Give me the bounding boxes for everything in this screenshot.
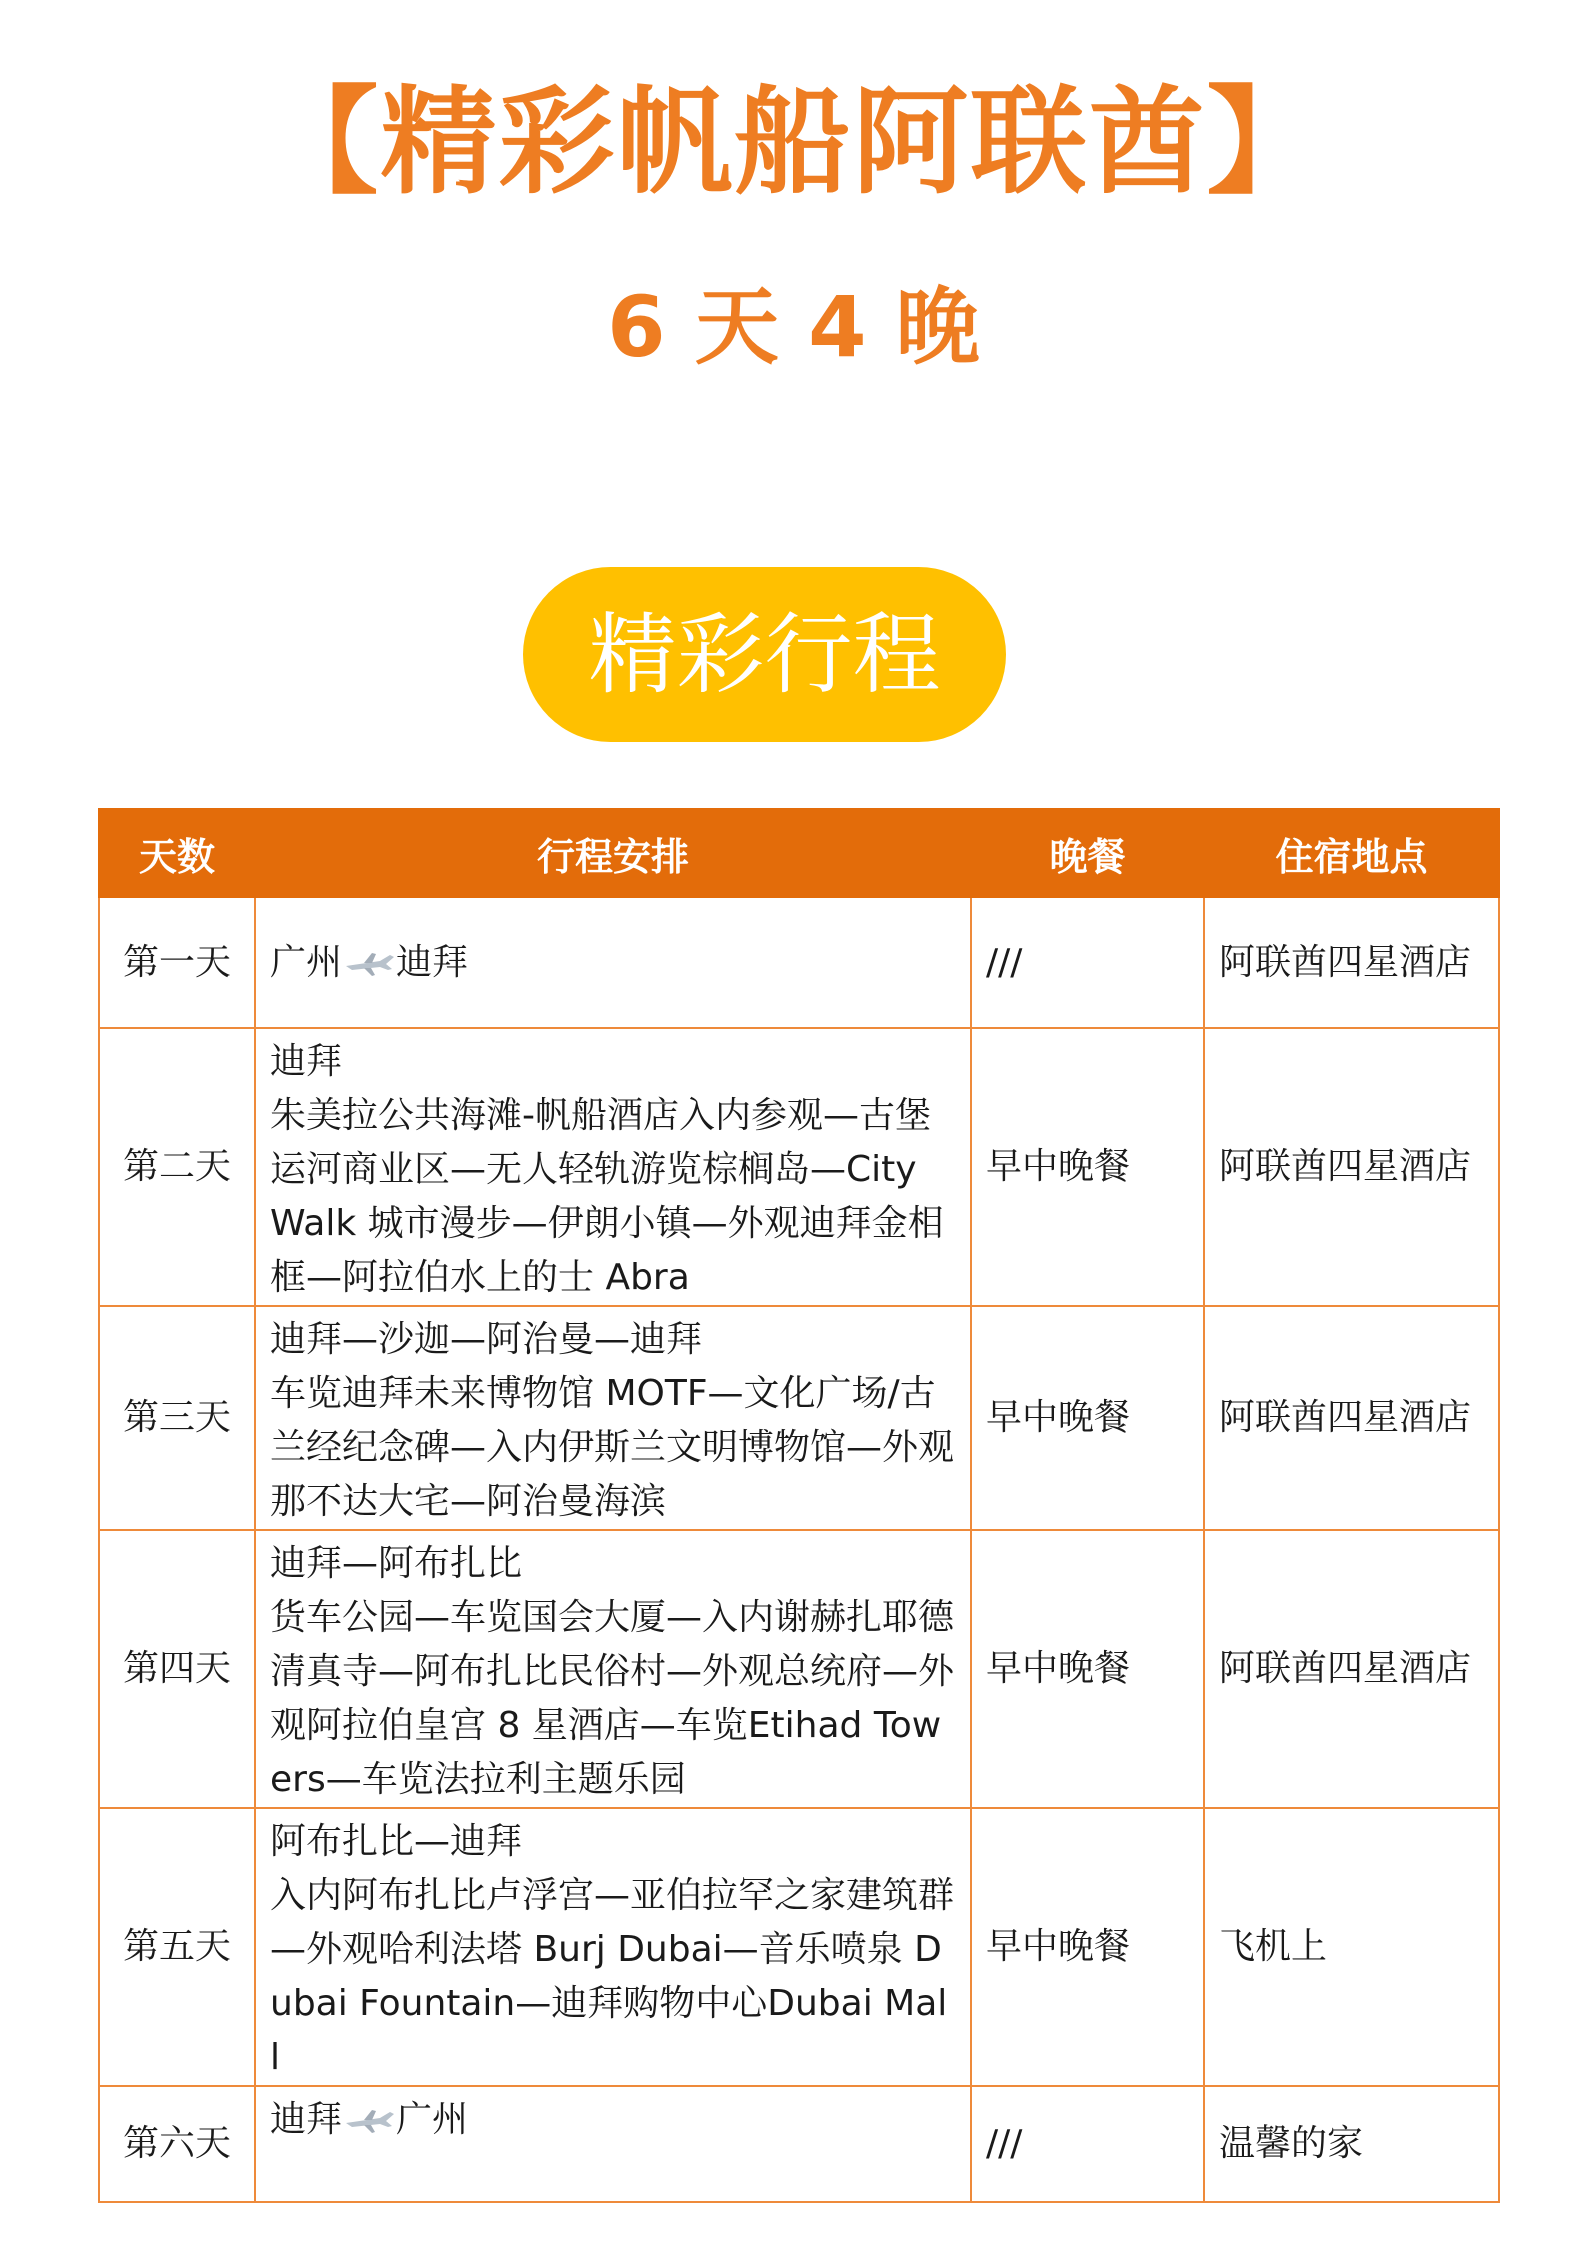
route-details: 车览迪拜未来博物馆 MOTF—文化广场/古兰经纪念碑—入内伊斯兰文明博物馆—外观那不达大宅—阿治曼海滨: [270, 1373, 955, 1522]
table-header-row: [99, 809, 1499, 897]
itinerary-badge: 精彩行程: [523, 567, 1006, 742]
schedule-cell: [255, 1808, 971, 2086]
route-title: 迪拜—阿布扎比: [270, 1543, 523, 1584]
day-cell: 第六天: [99, 2086, 255, 2202]
hotel-cell: 阿联酋四星酒店: [1204, 897, 1499, 1028]
schedule-cell: [255, 1530, 971, 1808]
route-details: 货车公园—车览国会大厦—入内谢赫扎耶德清真寺—阿布扎比民俗村—外观总统府—外观阿拉伯皇宫 8 星酒店—车览Etihad Towers—车览法拉利主题乐园: [270, 1597, 955, 1800]
header-accommodation: 住宿地点: [1204, 809, 1499, 897]
meal-cell: 早中晚餐: [971, 1306, 1204, 1530]
schedule-cell: [255, 1306, 971, 1530]
header-schedule: 行程安排: [255, 809, 971, 897]
page-title: 【精彩帆船阿联酋】: [262, 75, 1325, 210]
hotel-cell: 阿联酋四星酒店: [1204, 1530, 1499, 1808]
schedule-cell: [255, 897, 971, 1028]
itinerary-table: [98, 808, 1500, 2203]
day-cell: 第五天: [99, 1808, 255, 2086]
table-row: [99, 1028, 1499, 1306]
meal-cell: 早中晚餐: [971, 1028, 1204, 1306]
table-row: [99, 897, 1499, 1028]
airplane-icon: [342, 2106, 396, 2136]
day-cell: 第二天: [99, 1028, 255, 1306]
table-row: [99, 2086, 1499, 2202]
day-cell: 第四天: [99, 1530, 255, 1808]
hotel-cell: 飞机上: [1204, 1808, 1499, 2086]
meal-cell: 早中晚餐: [971, 1530, 1204, 1808]
table-row: [99, 1530, 1499, 1808]
route-from: 迪拜: [270, 2099, 343, 2140]
schedule-cell: [255, 1028, 971, 1306]
meal-cell: ///: [971, 897, 1204, 1028]
header-day: 天数: [99, 809, 255, 897]
hotel-cell: 温馨的家: [1204, 2086, 1499, 2202]
route-details: 朱美拉公共海滩-帆船酒店入内参观—古堡运河商业区—无人轻轨游览棕榈岛—City Walk 城市漫步—伊朗小镇—外观迪拜金相框—阿拉伯水上的士 Abra: [270, 1095, 944, 1298]
hotel-cell: 阿联酋四星酒店: [1204, 1028, 1499, 1306]
schedule-cell: [255, 2086, 971, 2202]
meal-cell: 早中晚餐: [971, 1808, 1204, 2086]
route-title: 迪拜—沙迦—阿治曼—迪拜: [270, 1319, 703, 1360]
header-dinner: 晚餐: [971, 809, 1204, 897]
airplane-icon: [342, 949, 396, 979]
meal-cell: ///: [971, 2086, 1204, 2202]
route-from: 广州: [270, 941, 343, 983]
route-to: 广州: [396, 2099, 469, 2140]
day-cell: 第三天: [99, 1306, 255, 1530]
table-row: [99, 1808, 1499, 2086]
route-to: 迪拜: [396, 941, 469, 983]
trip-duration: 6 天 4 晚: [607, 278, 980, 376]
day-cell: 第一天: [99, 897, 255, 1028]
route-title: 阿布扎比—迪拜: [270, 1821, 523, 1862]
hotel-cell: 阿联酋四星酒店: [1204, 1306, 1499, 1530]
route-details: 入内阿布扎比卢浮宫—亚伯拉罕之家建筑群—外观哈利法塔 Burj Dubai—音乐喷泉 Dubai Fountain—迪拜购物中心Dubai Mall: [270, 1875, 955, 2078]
table-row: [99, 1306, 1499, 1530]
route-title: 迪拜: [270, 1041, 343, 1082]
